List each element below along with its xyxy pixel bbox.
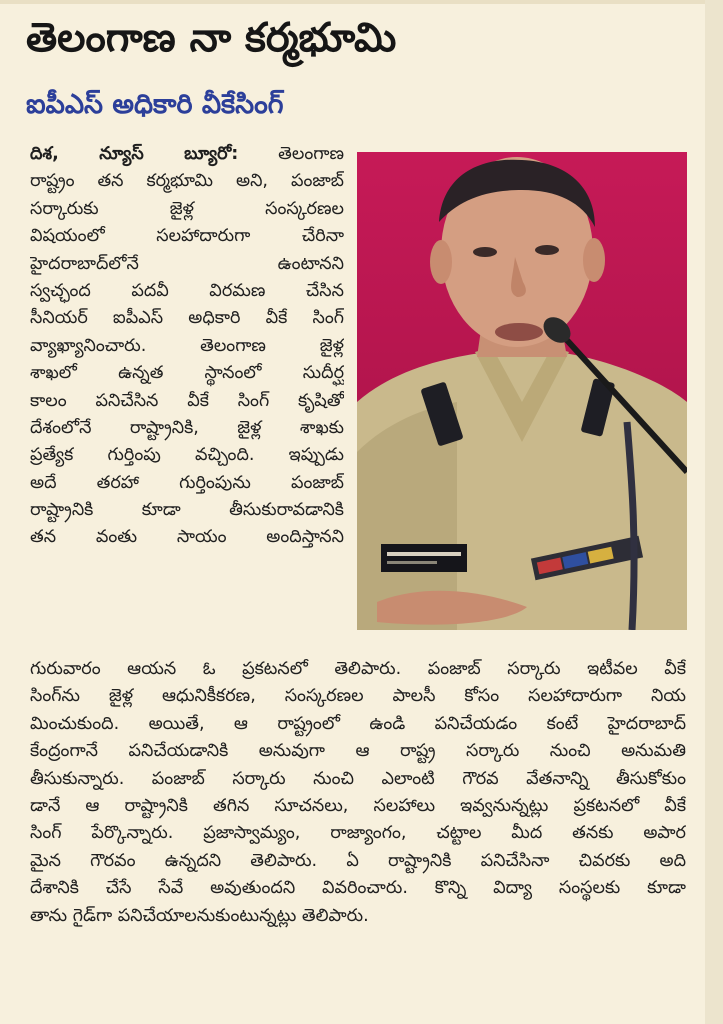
article-line: సర్కారుకు జైళ్ల సంస్కరణల [30, 198, 344, 219]
article-line: మైన గౌరవం ఉన్నదని తెలిపారు. ఏ రాష్ట్రానికి పనిచేసినా చివరకు అది [30, 850, 686, 871]
article-line: స్వచ్ఛంద పదవీ విరమణ చేసిన [30, 280, 344, 301]
article-line: గురువారం ఆయన ఓ ప్రకటనలో తెలిపారు. పంజాబ్ సర్కారు ఇటీవల వీకే [30, 659, 686, 679]
headline: తెలంగాణ నా కర్మభూమి [26, 15, 397, 61]
article-line: విషయంలో సలహాదారుగా చేరినా [30, 226, 344, 247]
officer-photo [357, 152, 687, 630]
article-line: డానే ఆ రాష్ట్రానికి తగిన సూచనలు, సలహాలు ఇవ్వనున్నట్లు ప్రకటనలో వీకే [30, 795, 686, 816]
dateline: దిశ, న్యూస్ బ్యూరో: [30, 144, 239, 164]
right-edge [705, 0, 723, 1024]
article-line: ప్రత్యేక గుర్తింపు వచ్చింది. ఇప్పుడు [30, 445, 344, 466]
article-column [30, 141, 344, 552]
subheadline: ఐపీఎస్ అధికారి వీకేసింగ్ [26, 89, 284, 120]
article-line: శాఖలో ఉన్నత స్థానంలో సుదీర్ఘ [30, 363, 344, 384]
article-line: కాలం పనిచేసిన వీకే సింగ్ కృషితో [30, 390, 344, 411]
article-line: రాష్ట్రానికి కూడా తీసుకురావడానికి [30, 500, 344, 521]
article-line: కేంద్రంగానే పనిచేయడానికి అనువుగా ఆ రాష్ట్ర సర్కారు నుంచి అనుమతి [30, 741, 686, 762]
article-line: దేశానికి చేసే సేవే అవుతుందని వివరించారు. కొన్ని విద్యా సంస్థలకు కూడా [30, 878, 686, 899]
article-line: వ్యాఖ్యానించారు. తెలంగాణ జైళ్ల [30, 335, 344, 356]
article-line: మించుకుంది. అయితే, ఆ రాష్ట్రంలో ఉండి పనిచేయడం కంటే హైదరాబాద్ [30, 713, 686, 734]
article-line: అదే తరహా గుర్తింపును పంజాబ్ [30, 472, 344, 493]
article-line: తాను గైడ్‌గా పనిచేయాలనుకుంటున్నట్లు తెలిపారు. [30, 905, 369, 926]
article-line: సీనియర్ ఐపీఎస్ అధికారి వీకే సింగ్ [30, 308, 344, 329]
article-line: దిశ, న్యూస్ బ్యూరో: తెలంగాణ [30, 144, 344, 164]
article-line: తీసుకున్నారు. పంజాబ్ సర్కారు నుంచి ఎలాంటి గౌరవ వేతనాన్ని తీసుకోకుం [30, 768, 686, 789]
article-line: దేశంలోనే రాష్ట్రానికి, జైళ్ల శాఖకు [30, 417, 344, 438]
article-line: సింగ్ పేర్కొన్నారు. ప్రజాస్వామ్యం, రాజ్యాంగం, చట్టాల మీద తనకు అపార [30, 823, 686, 844]
portrait-illustration [357, 152, 687, 630]
article-line: రాష్ట్రం తన కర్మభూమి అని, పంజాబ్ [30, 171, 344, 192]
article-body-full-width [30, 656, 686, 930]
article-line: తన వంతు సాయం అందిస్తానని [30, 527, 344, 548]
top-edge [0, 0, 723, 4]
article-line: సింగ్‌ను జైళ్ల ఆధునికీకరణ, సంస్కరణల పాలసీ కోసం సలహాదారుగా నియ [30, 686, 686, 707]
article-line: హైదరాబాద్‌లోనే ఉంటానని [30, 253, 344, 274]
